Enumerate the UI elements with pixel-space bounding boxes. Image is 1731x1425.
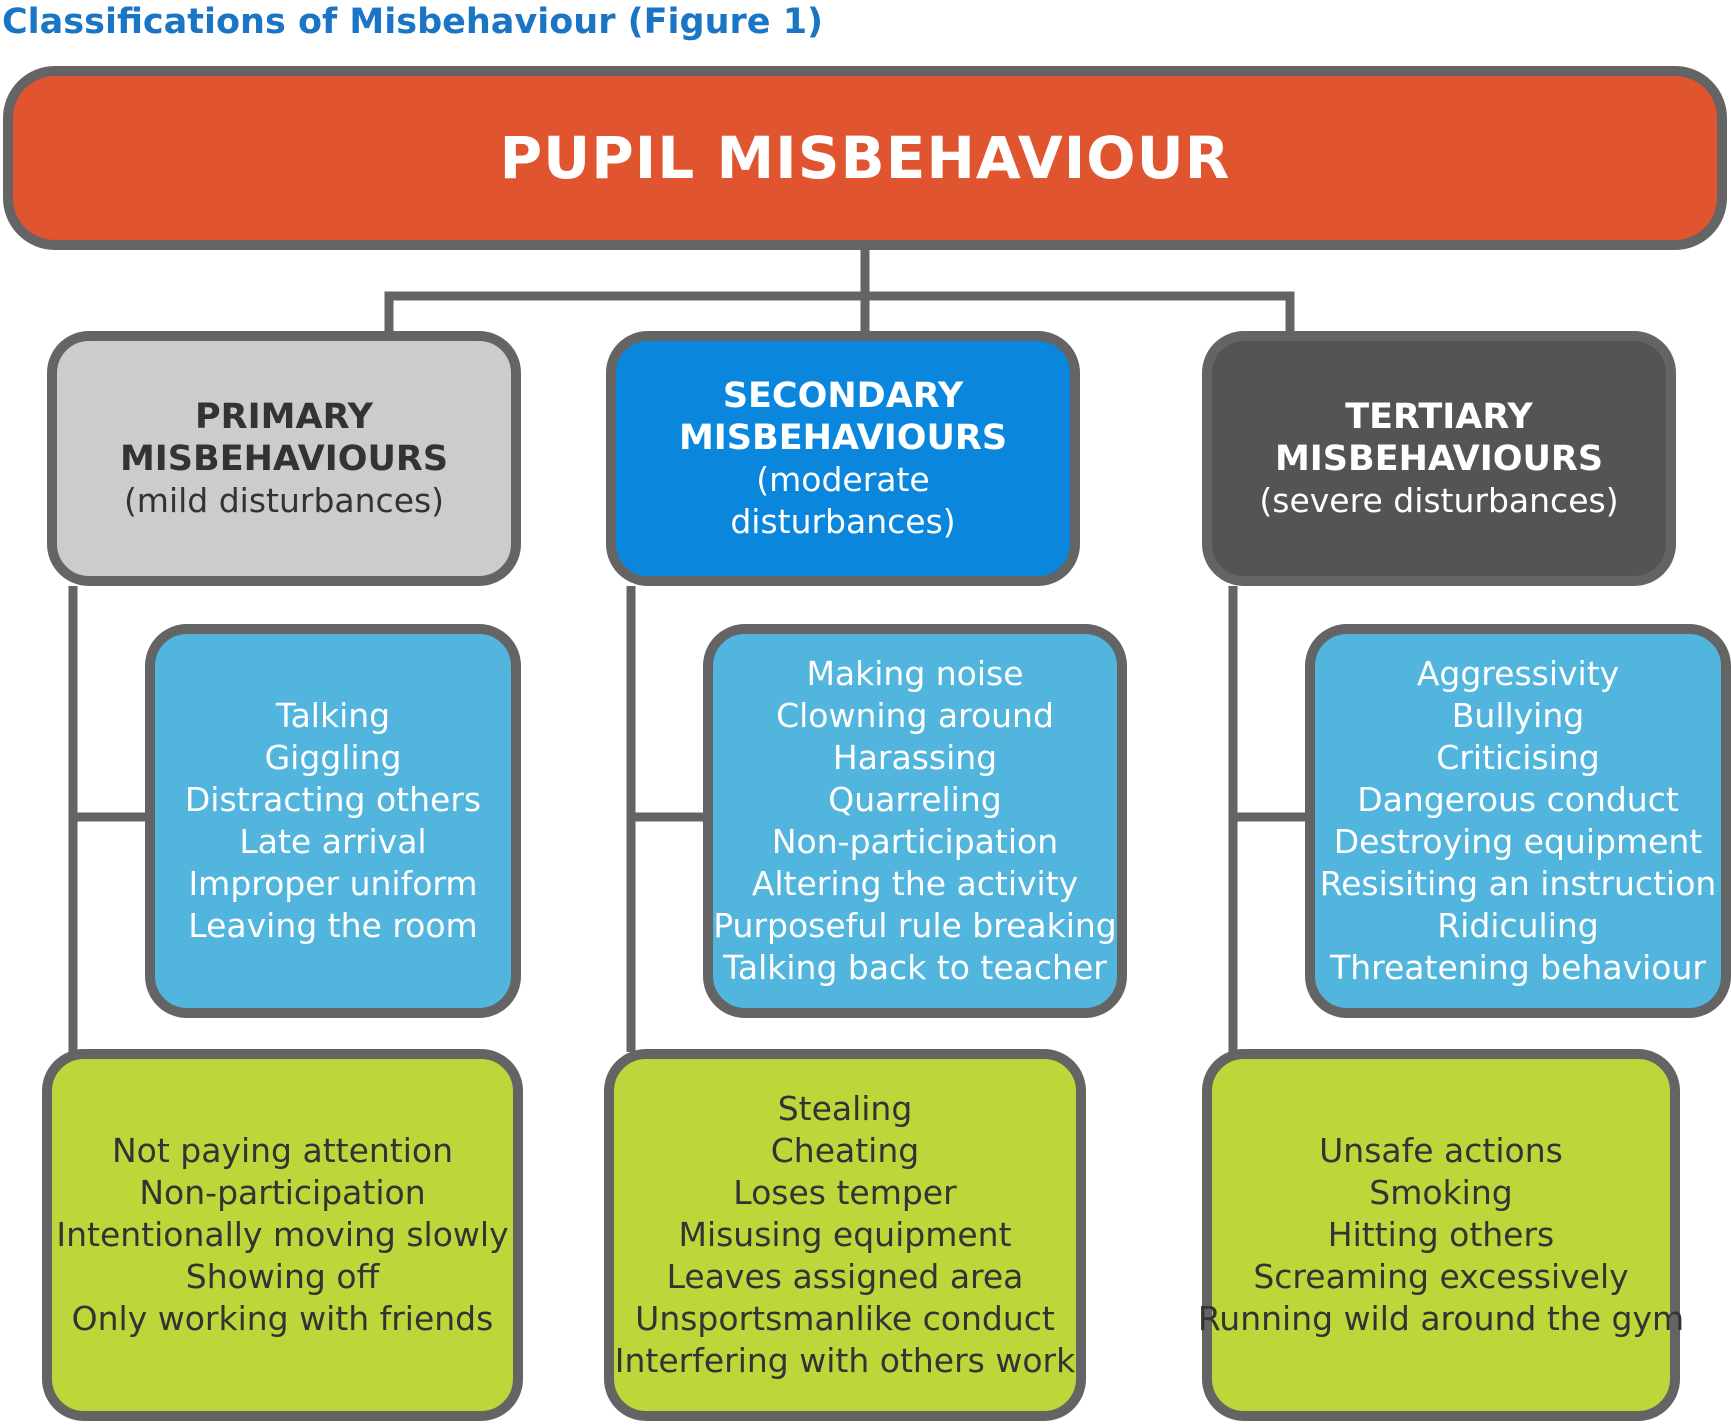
list-item: Only working with friends	[71, 1299, 494, 1338]
list-item: Purposeful rule breaking	[713, 906, 1117, 945]
list-item: Intentionally moving slowly	[56, 1215, 509, 1254]
list-item: Not paying attention	[111, 1131, 454, 1170]
list-item: Leaving the room	[188, 906, 478, 945]
list-item: Destroying equipment	[1333, 822, 1703, 861]
list-item: Talking back to teacher	[723, 948, 1107, 987]
list-item: Loses temper	[733, 1173, 957, 1212]
list-item: Late arrival	[239, 822, 427, 861]
primary-header-box	[47, 331, 521, 586]
secondary-header-box	[606, 331, 1080, 586]
tertiary-blue-box	[1305, 624, 1731, 1018]
list-item: Non-participation	[139, 1173, 426, 1212]
secondary-title: SECONDARY MISBEHAVIOURS	[678, 375, 1008, 458]
list-item: Making noise	[806, 654, 1024, 693]
list-item: Unsafe actions	[1319, 1131, 1563, 1170]
list-item: Leaves assigned area	[666, 1257, 1024, 1296]
primary-green-box	[42, 1049, 523, 1421]
list-item: Showing off	[185, 1257, 380, 1296]
list-item: Screaming excessively	[1253, 1257, 1629, 1296]
connector-branch	[389, 296, 1290, 336]
list-item: Running wild around the gym	[1197, 1299, 1685, 1338]
list-item: Threatening behaviour	[1330, 948, 1706, 987]
primary-blue-box	[145, 624, 521, 1018]
list-item: Cheating	[770, 1131, 920, 1170]
list-item: Giggling	[264, 738, 402, 777]
list-item: Resisiting an instruction	[1319, 864, 1717, 903]
primary-title: PRIMARY MISBEHAVIOURS	[119, 396, 449, 479]
list-item: Dangerous conduct	[1357, 780, 1679, 819]
list-item: Talking	[275, 696, 391, 735]
list-item: Smoking	[1369, 1173, 1513, 1212]
list-item: Aggressivity	[1416, 654, 1620, 693]
root-title: PUPIL MISBEHAVIOUR	[499, 124, 1231, 192]
list-item: Criticising	[1436, 738, 1600, 777]
list-item: Non-participation	[771, 822, 1059, 861]
list-item: Improper uniform	[188, 864, 478, 903]
list-item: Misusing equipment	[678, 1215, 1012, 1254]
tertiary-subtitle: (severe disturbances)	[1259, 480, 1619, 520]
secondary-green-box	[604, 1049, 1086, 1421]
primary-subtitle: (mild disturbances)	[123, 480, 445, 520]
list-item: Distracting others	[184, 780, 482, 819]
list-item: Altering the activity	[751, 864, 1079, 903]
list-item: Interfering with others work	[614, 1341, 1076, 1380]
list-item: Quarreling	[828, 780, 1002, 819]
list-item: Ridiculing	[1437, 906, 1599, 945]
list-item: Hitting others	[1327, 1215, 1555, 1254]
tertiary-title: TERTIARY MISBEHAVIOURS	[1274, 396, 1604, 479]
list-item: Unsportsmanlike conduct	[635, 1299, 1055, 1338]
list-item: Bullying	[1451, 696, 1585, 735]
secondary-blue-box	[703, 624, 1127, 1018]
tertiary-header-box	[1202, 331, 1676, 586]
list-item: Harassing	[832, 738, 998, 777]
list-item: Stealing	[777, 1089, 913, 1128]
figure-caption: Classifications of Misbehaviour (Figure 1)	[2, 2, 824, 42]
root-box	[3, 66, 1727, 250]
list-item: Clowning around	[776, 696, 1054, 735]
secondary-subtitle: (moderate disturbances)	[730, 459, 956, 541]
tertiary-green-box	[1197, 1049, 1685, 1421]
